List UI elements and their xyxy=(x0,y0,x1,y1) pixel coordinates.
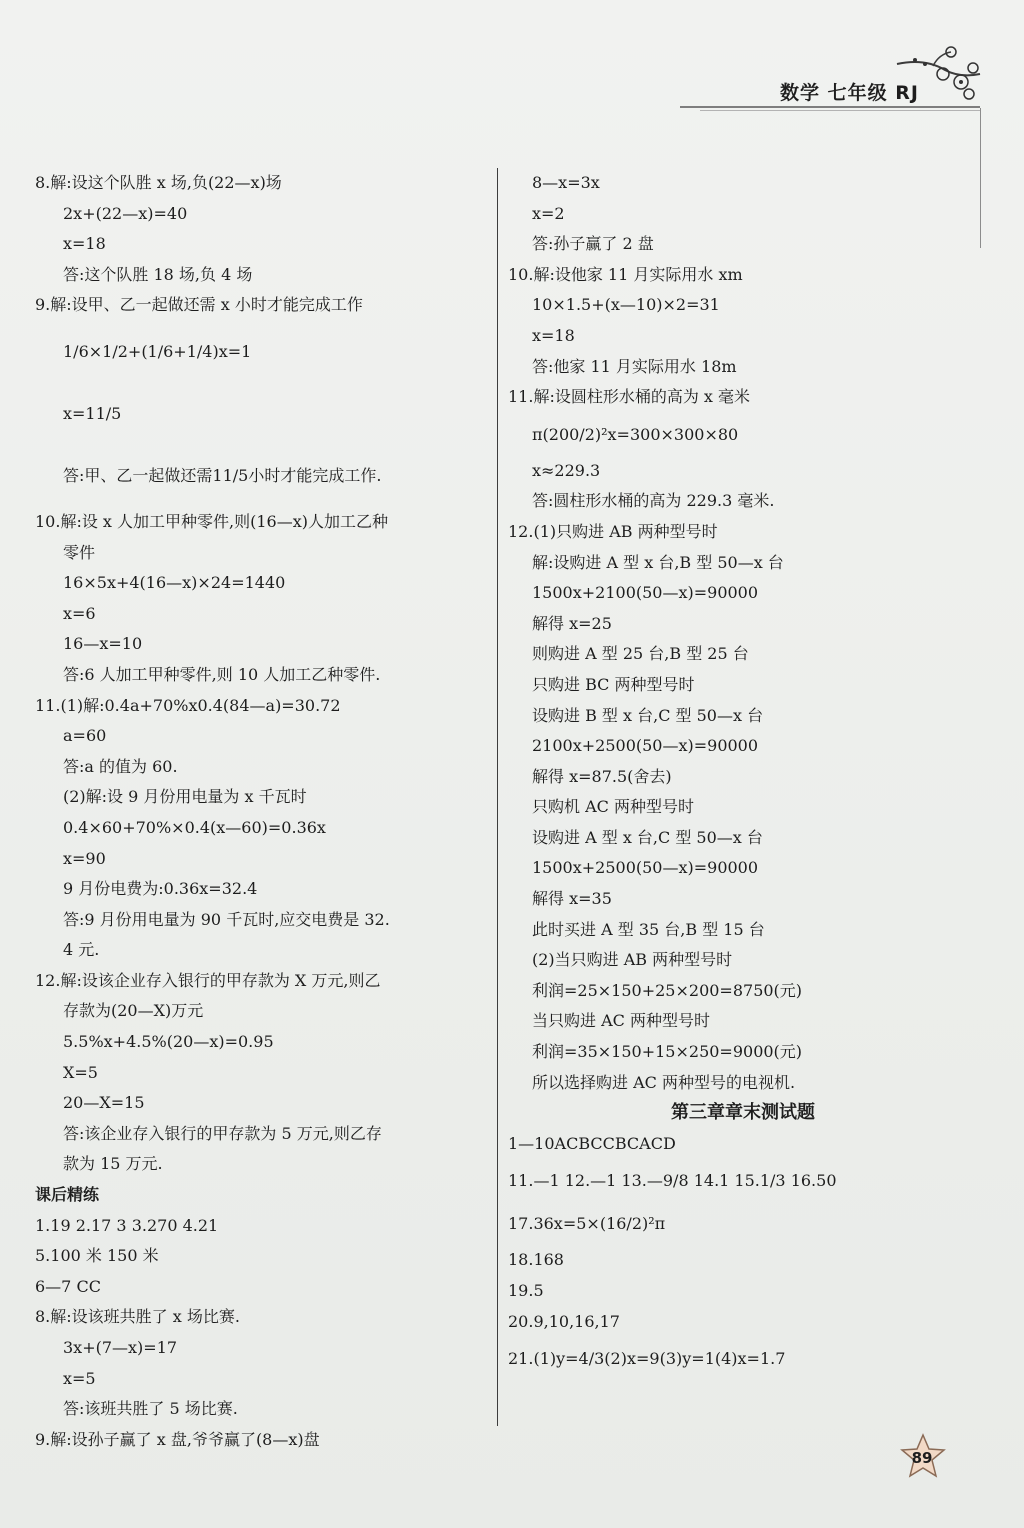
text-line: 11.解:设圆柱形水桶的高为 x 毫米 xyxy=(508,387,751,407)
text-line: 11.(1)解:0.4a+70%x0.4(84—a)=30.72 xyxy=(35,695,341,715)
text-line: 存款为(20—X)万元 xyxy=(63,1001,204,1021)
text-line: 19.5 xyxy=(508,1281,544,1300)
equation-line: x=11/5 xyxy=(63,403,122,423)
right-column xyxy=(508,168,978,1380)
text-line: 1—10ACBCCBCACD xyxy=(508,1133,676,1153)
text-line: 设购进 B 型 x 台,C 型 50—x 台 xyxy=(532,705,764,725)
text-line: 答:该企业存入银行的甲存款为 5 万元,则乙存 xyxy=(63,1123,382,1143)
column-divider xyxy=(497,168,498,1426)
text-line: x=90 xyxy=(63,848,106,868)
chapter-title: 第三章章末测试题 xyxy=(671,1102,815,1124)
text-line: 利润=25×150+25×200=8750(元) xyxy=(532,980,803,1000)
section-heading: 课后精练 xyxy=(35,1185,100,1205)
text-line: 只购进 BC 两种型号时 xyxy=(532,674,695,694)
text-line: 零件 xyxy=(63,542,96,562)
text-line: 答:该班共胜了 5 场比赛. xyxy=(63,1399,238,1419)
text-line: 2x+(22—x)=40 xyxy=(63,203,188,223)
text-line: (2)当只购进 AB 两种型号时 xyxy=(532,950,733,970)
text-line: 答:甲、乙一起做还需11/5小时才能完成工作. xyxy=(63,465,382,485)
text-line: 1.19 2.17 3 3.270 4.21 xyxy=(35,1215,219,1235)
text-line: a=60 xyxy=(63,726,107,746)
text-line: x=18 xyxy=(63,234,106,254)
text-line: 1500x+2500(50—x)=90000 xyxy=(532,858,759,878)
page-number: 89 xyxy=(911,1449,933,1467)
equation-line: 17.36x=5×(16/2)²π xyxy=(508,1214,666,1234)
text-line: 答:9 月份用电量为 90 千瓦时,应交电费是 32. xyxy=(63,909,390,929)
header-rule xyxy=(680,106,980,108)
text-line: 3x+(7—x)=17 xyxy=(63,1338,178,1357)
text-line: 12.解:设该企业存入银行的甲存款为 X 万元,则乙 xyxy=(35,970,381,990)
text-line: 16—x=10 xyxy=(63,634,143,654)
text-line: 设购进 A 型 x 台,C 型 50—x 台 xyxy=(532,827,763,847)
text-line: 此时买进 A 型 35 台,B 型 15 台 xyxy=(532,919,765,939)
page-header: 数学 七年级 RJ xyxy=(780,82,919,104)
text-line: x=5 xyxy=(63,1368,96,1388)
left-column xyxy=(35,168,490,1455)
text-line: 解得 x=87.5(舍去) xyxy=(532,766,672,786)
equation-line: π(200/2)²x=300×300×80 xyxy=(532,424,739,444)
text-line: 8.解:设该班共胜了 x 场比赛. xyxy=(35,1307,240,1327)
text-line: 答:这个队胜 18 场,负 4 场 xyxy=(63,264,253,284)
margin-rule xyxy=(980,108,981,248)
text-line: 9 月份电费为:0.36x=32.4 xyxy=(63,879,258,899)
text-line: 5.5%x+4.5%(20—x)=0.95 xyxy=(63,1032,274,1052)
text-line: 20—X=15 xyxy=(63,1093,145,1113)
text-line: 4 元. xyxy=(63,940,100,960)
equation-line: 1/6×1/2+(1/6+1/4)x=1 xyxy=(63,341,252,361)
text-line: 款为 15 万元. xyxy=(63,1154,163,1174)
text-line: 答:孙子赢了 2 盘 xyxy=(532,234,654,254)
text-line: 则购进 A 型 25 台,B 型 25 台 xyxy=(532,644,749,664)
text-line: 当只购进 AC 两种型号时 xyxy=(532,1011,710,1031)
text-line: 答:圆柱形水桶的高为 229.3 毫米. xyxy=(532,491,775,511)
text-line: 解:设购进 A 型 x 台,B 型 50—x 台 xyxy=(532,552,784,572)
text-line: 只购机 AC 两种型号时 xyxy=(532,797,694,817)
text-line: 10.解:设他家 11 月实际用水 xm xyxy=(508,264,743,284)
text-line: 解得 x=25 xyxy=(532,613,612,633)
text-line: X=5 xyxy=(63,1062,98,1082)
text-line: x=6 xyxy=(63,603,96,623)
text-line: 11.—1 12.—1 13.—9/8 14.1 15.1/3 16.50 xyxy=(508,1171,837,1191)
text-line: 10.解:设 x 人加工甲种零件,则(16—x)人加工乙种 xyxy=(35,511,388,531)
text-line: 答:a 的值为 60. xyxy=(63,756,178,776)
text-line: x=2 xyxy=(532,203,565,223)
text-line: 12.(1)只购进 AB 两种型号时 xyxy=(508,521,718,541)
text-line: 所以选择购进 AC 两种型号的电视机. xyxy=(532,1072,796,1092)
text-line: 答:他家 11 月实际用水 18m xyxy=(532,356,737,376)
text-line: 18.168 xyxy=(508,1250,564,1270)
text-line: 8.解:设这个队胜 x 场,负(22—x)场 xyxy=(35,173,282,192)
text-line: 9.解:设甲、乙一起做还需 x 小时才能完成工作 xyxy=(35,295,363,315)
text-line: (2)解:设 9 月份用电量为 x 千瓦时 xyxy=(63,787,307,807)
header-rule-thin xyxy=(700,110,980,111)
text-line: 20.9,10,16,17 xyxy=(508,1311,620,1331)
text-line: 10×1.5+(x—10)×2=31 xyxy=(532,295,720,315)
text-line: 利润=35×150+15×250=9000(元) xyxy=(532,1042,803,1062)
text-line: 9.解:设孙子赢了 x 盘,爷爷赢了(8—x)盘 xyxy=(35,1429,320,1449)
text-line: 16×5x+4(16—x)×24=1440 xyxy=(63,573,286,593)
text-line: 6—7 CC xyxy=(35,1276,101,1296)
text-line: x=18 xyxy=(532,325,575,345)
text-line: 答:6 人加工甲种零件,则 10 人加工乙种零件. xyxy=(63,664,381,684)
text-line: 1500x+2100(50—x)=90000 xyxy=(532,583,759,603)
text-line: 0.4×60+70%×0.4(x—60)=0.36x xyxy=(63,817,326,837)
text-line: 2100x+2500(50—x)=90000 xyxy=(532,736,759,756)
equation-line: 21.(1)y=4/3(2)x=9(3)y=1(4)x=1.7 xyxy=(508,1349,786,1369)
text-line: 8—x=3x xyxy=(532,173,600,192)
text-line: x≈229.3 xyxy=(532,460,601,480)
text-line: 5.100 米 150 米 xyxy=(35,1246,159,1266)
text-line: 解得 x=35 xyxy=(532,889,612,909)
